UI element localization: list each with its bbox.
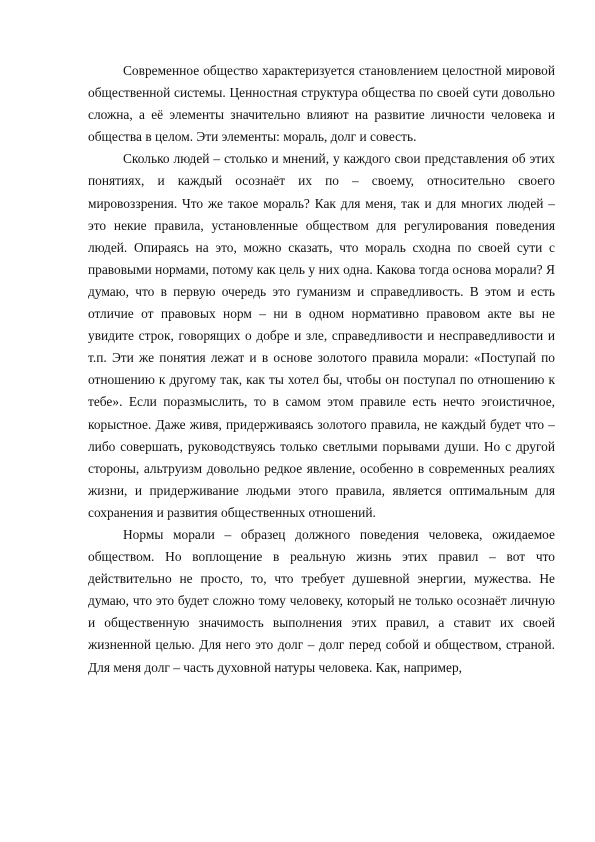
paragraph-intro: Современное общество характеризуется становлением целостной мировой общественной системы. Ценностная структура общества по своей сути довольно сложна, а её элементы значительно влияют на развитие личности человека и общества в целом. Эти элементы: мораль, долг и совесть. xyxy=(88,63,555,145)
document-page xyxy=(88,60,555,679)
paragraph-morality: Сколько людей – столько и мнений, у каждого свои представления об этих понятиях, и каждый осознаёт их по – своему, относительно своего мировоззрения. Что же такое мораль? Как для меня, так и для многих людей – это некие правила, установленные обществом для регулирования поведения людей. Опираясь на это, можно сказать, что мораль сходна по своей сути с правовыми нормами, потому как цель у них одна. Какова тогда основа морали? Я думаю, что в первую очередь это гуманизм и справедливость. В этом и есть отличие от правовых норм – ни в одном нормативно правовом акте вы не увидите строк, говорящих о добре и зле, справедливости и несправедливости и т.п. Эти же понятия лежат и в основе золотого правила морали: «Поступай по отношению к другому так, как ты хотел бы, чтобы он поступал по отношению к тебе». Если поразмыслить, то в самом этом правиле есть нечто эгоистичное, корыстное. Даже живя, придерживаясь золотого правила, не каждый будет что – либо совершать, руководствуясь только светлыми порывами души. Но с другой стороны, альтруизм довольно редкое явление, особенно в современных реалиях жизни, и придерживание людьми этого правила, является оптимальным для сохранения и развития общественных отношений. xyxy=(88,151,555,520)
paragraph-moral-norms: Нормы морали – образец должного поведения человека, ожидаемое обществом. Но воплощение в реальную жизнь этих правил – вот что действительно не просто, то, что требует душевной энергии, мужества. Не думаю, что это будет сложно тому человеку, который не только осознаёт личную и общественную значимость выполнения этих правил, а ставит их своей жизненной целью. Для него это долг – долг перед собой и обществом, страной. Для меня долг – часть духовной натуры человека. Как, например, xyxy=(88,526,555,675)
